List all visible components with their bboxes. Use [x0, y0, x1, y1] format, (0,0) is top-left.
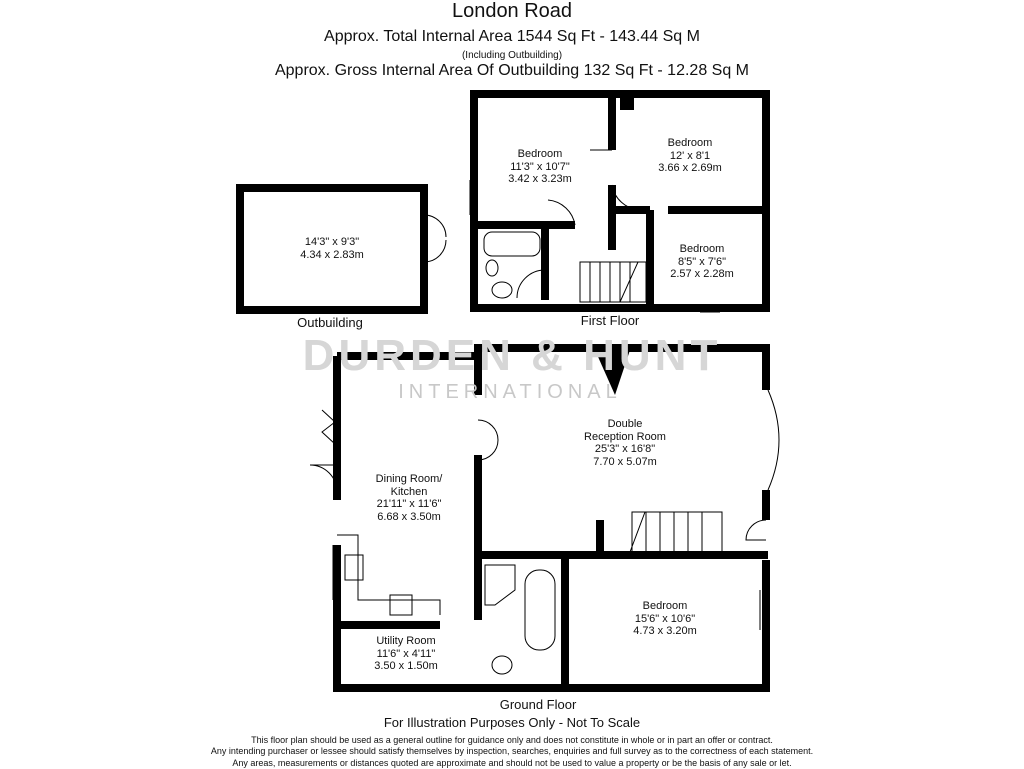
room-name: Bedroom	[667, 137, 713, 149]
disclaimer-line: Any areas, measurements or distances quoted are approximate and should not be used to value a property or be the basis of any sale or let.	[232, 757, 792, 768]
outbuilding-label: Outbuilding	[297, 315, 363, 330]
room-imperial: 11'6" x 4'11"	[376, 647, 436, 660]
room-imperial: 11'3" x 10'7"	[510, 160, 570, 173]
basin-icon	[486, 260, 498, 276]
room-imperial: 15'6" x 10'6"	[634, 612, 696, 625]
ground-floor-label: Ground Floor	[499, 697, 577, 712]
room-imperial: 12' x 8'1	[669, 149, 711, 162]
room-name: Bedroom	[642, 600, 688, 612]
watermark-sub: INTERNATIONAL	[398, 381, 622, 403]
first-floor-label: First Floor	[580, 313, 640, 328]
room-name-line2: Kitchen	[390, 485, 428, 498]
room-metric: 2.57 x 2.28m	[670, 268, 734, 281]
room-metric: 7.70 x 5.07m	[593, 455, 657, 468]
hob-icon	[390, 595, 412, 615]
total-area: Approx. Total Internal Area 1544 Sq Ft - 143.44 Sq M	[324, 28, 700, 45]
outbuilding-area: Approx. Gross Internal Area Of Outbuilding 132 Sq Ft - 12.28 Sq M	[274, 62, 750, 79]
room-name: Double	[607, 418, 643, 430]
shower-icon	[485, 565, 515, 605]
room-metric: 6.68 x 3.50m	[377, 510, 441, 523]
room-imperial: 25'3" x 16'8"	[594, 443, 656, 456]
room-metric: 4.73 x 3.20m	[633, 625, 697, 638]
toilet-icon	[492, 282, 512, 298]
room-name: Bedroom	[679, 243, 725, 255]
room-name: Bedroom	[517, 148, 563, 160]
utility-room	[374, 635, 438, 673]
room-imperial: 21'11" x 11'6"	[376, 498, 442, 511]
window-icons	[333, 150, 779, 688]
disclaimer	[211, 735, 813, 769]
freestanding-bath-icon	[525, 570, 555, 650]
toilet-icon	[492, 656, 512, 674]
bath-icon	[484, 232, 540, 256]
sink-icon	[345, 555, 363, 580]
room-imperial: 14'3" x 9'3"	[304, 236, 360, 248]
first-floor-bedroom-3	[670, 243, 734, 281]
including-note: (Including Outbuilding)	[461, 50, 563, 61]
ground-floor-bedroom	[633, 600, 697, 638]
first-floor-bedroom-2	[658, 137, 722, 175]
room-metric: 3.42 x 3.23m	[508, 173, 572, 186]
disclaimer-line: This floor plan should be used as a general outline for guidance only and does not constitute in whole or in part an offer or contract.	[251, 735, 773, 745]
plan-title: London Road	[451, 0, 573, 22]
double-reception-room	[584, 418, 666, 469]
outbuilding-room	[300, 236, 364, 261]
room-imperial: 8'5" x 7'6"	[677, 255, 727, 268]
room-metric: 4.34 x 2.83m	[300, 248, 364, 261]
disclaimer-line: Any intending purchaser or lessee should satisfy themselves by inspection, searches, enquiries and full survey as to the correctness of each statement.	[210, 746, 814, 757]
room-name: Utility Room	[376, 635, 436, 647]
watermark-brand: DURDEN & HUNT	[302, 331, 722, 380]
side-door-icon	[310, 465, 337, 492]
first-floor-bedroom-1	[508, 148, 572, 186]
room-metric: 3.50 x 1.50m	[374, 660, 438, 673]
dining-room-kitchen	[376, 473, 443, 524]
room-name: Dining Room/	[375, 473, 443, 485]
room-name-line2: Reception Room	[584, 430, 666, 443]
illustration-note: For Illustration Purposes Only - Not To Scale	[383, 715, 641, 730]
room-metric: 3.66 x 2.69m	[658, 162, 722, 175]
